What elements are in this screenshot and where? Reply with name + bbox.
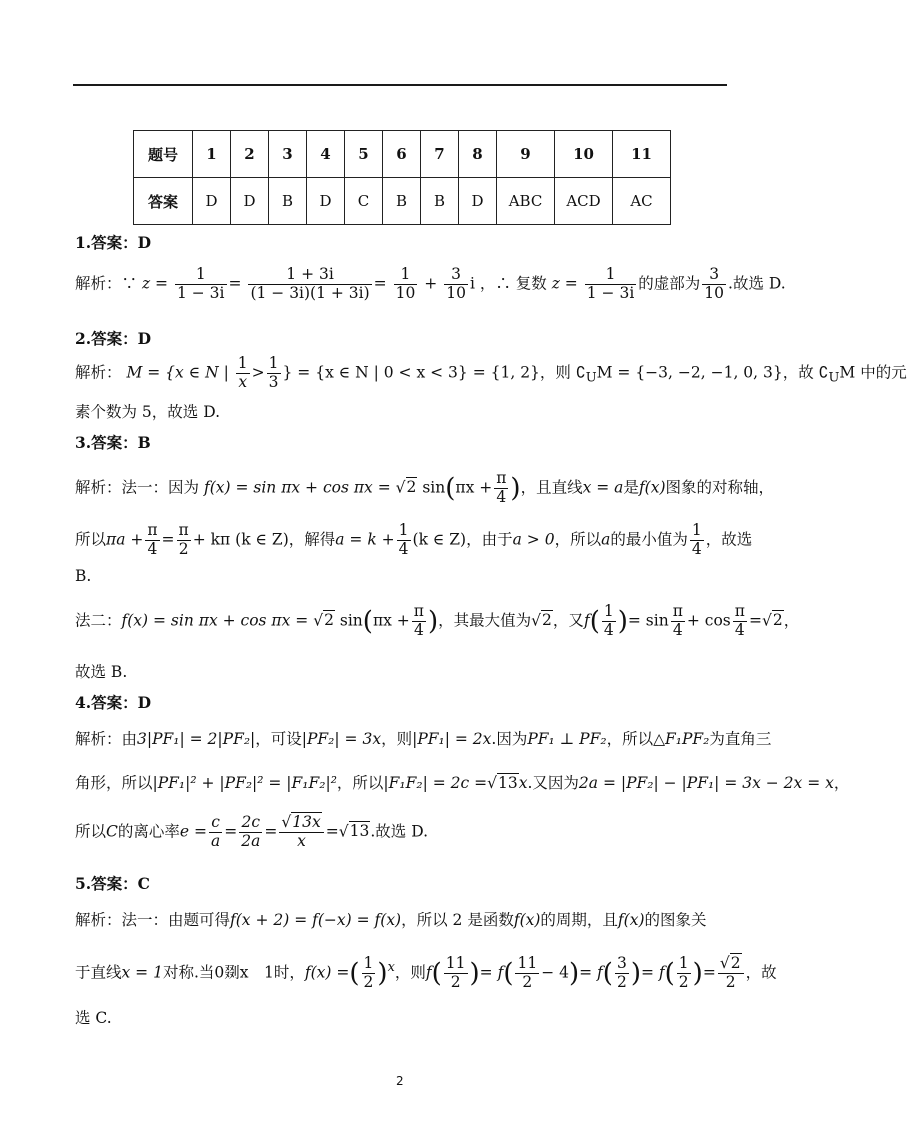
q1-solution: 解析：∵ z = $\frac{1}{1 - 3i}$ = $\frac{1 + 3i}{(1 - 3i)(1 + 3i)}$ = $\frac{1}{10}$ + $\frac{3}{10}$ i ，∴ 复数 z = $\frac{1}{1 - 3i}$ 的虚部为 $\frac{3}{10}$ .故选 D. [75,265,786,302]
q5-line3: 选 C. [75,1009,112,1027]
q3-line2 [75,522,752,559]
q3-sqrt2d: 2 [772,611,783,630]
q3-xa: x = a [582,478,624,497]
header-cell: 题号 [134,131,193,178]
q1-z2: z = [551,274,578,293]
q2-sub-u2: U [828,370,840,386]
q1-prefix: 解析：∵ [75,274,138,293]
q4-frac-13x: $\frac{√13x}{x}$ [279,814,323,851]
q3-l2d: + kπ (k ∈ Z)，解得 [192,530,336,549]
q4-l1c: ，可设 [255,730,302,748]
q5-frac-12: $\frac{1}{2}$ [678,954,689,991]
q4-l1b: 3|PF₁| = 2|PF₂| [137,730,256,748]
q4-l1h: PF₁ ⊥ PF₂ [527,730,607,748]
q4-e: e = [179,822,207,841]
q4-l1k: 为直角三 [709,730,772,748]
q3-l2k: ，故选 [705,530,753,549]
q3-fx: f(x) = sin πx + cos πx = [203,478,391,497]
q3-frac-pi4d: $\frac{\pi}{4}$ [672,602,683,639]
q3-frac-pi4e: $\frac{\pi}{4}$ [734,602,745,639]
q4-l2i: ， [833,774,850,792]
q4-l3a: 所以 [75,822,107,841]
answer-cell: B [383,178,421,225]
q3-l2f: (k ∈ Z)，由于 [412,530,513,549]
q4-l2g: .又因为 [527,774,579,792]
q4-eq1: = [224,822,238,841]
q4-l1e: ，则 [381,730,413,748]
q3-eq: = [161,530,175,549]
q1-mid2: 的虚部为 [638,274,701,293]
q5-l2h: ，故 [745,963,777,982]
q4-l1f: |PF₁| = 2x [412,730,492,748]
q5-frac-112b: $\frac{11}{2}$ [517,954,538,991]
q3-pia: πa + [106,530,144,549]
q3-l4h: = [748,611,762,630]
q4-l1d: |PF₂| = 3x [301,730,382,748]
q4-l1a: 解析：由 [75,730,138,748]
number-cell: 8 [459,131,497,178]
q4-line1 [75,727,771,749]
q3-sqrt2: 2 [406,478,417,497]
q3-l4f: = sin [627,611,669,630]
q4-line2: 角形，所以|PF₁|² + |PF₂|² = |F₁F₂|²，所以|F₁F₂| = 2c =√13x.又因为2a = |PF₂| − |PF₁| = 3x − 2x = x， [75,774,850,792]
q3-l2a: 所以 [75,530,107,549]
q3-frac-pi2: $\frac{\pi}{2}$ [178,521,189,558]
q3-l4d: ，又 [552,611,584,630]
q4-heading: 4.答案：D [75,693,152,712]
q2-text-e: M 中的元 [839,363,907,382]
q3-line3: B. [75,567,92,585]
q5-f1: f [425,963,432,982]
q2-line2: 素个数为 5，故选 D. [75,403,221,421]
number-cell: 4 [307,131,345,178]
q5-l1f: f(x) [617,911,645,929]
q3-f: f [583,611,590,630]
q3-text-e: ，且直线 [520,478,583,497]
q2-gt: > [251,363,265,382]
q1-i: i [469,274,475,293]
q4-l3c: 的离心率 [117,822,180,841]
q1-frac5: $\frac{1}{1 - 3i}$ [586,265,635,302]
q5-l1a: 解析：法一：由题可得 [75,911,231,929]
q3-fx2: f(x) [638,478,666,497]
q3-sqrt2c: 2 [542,611,552,630]
q5-sup-x: x [387,960,395,976]
q5-f2: = f [479,963,504,982]
q3-text-i: 图象的对称轴， [665,478,775,497]
q2-frac-a: $\frac{1}{x}$ [237,354,248,391]
q3-sin: sin [422,478,446,497]
q5-l2e: ，则 [394,963,426,982]
q3-ak: a = k + [335,530,395,549]
q4-sqrt13: 13 [498,774,518,792]
q3-l2h: ，所以 [554,530,602,549]
q4-l1g: .因为 [491,730,528,748]
q3-pix: πx + [455,478,493,497]
q5-frac-32: $\frac{3}{2}$ [616,954,627,991]
q5-l1d: f(x) [513,911,541,929]
q5-l1g: 的图象关 [644,911,707,929]
q3-frac-pi4c: $\frac{\pi}{4}$ [413,602,424,639]
answer-cell: D [193,178,231,225]
answer-cell: D [231,178,269,225]
q3-frac-14c: $\frac{1}{4}$ [603,602,614,639]
q3-text-g: 是 [623,478,639,497]
q2-prefix: 解析： [75,363,122,382]
q4-line3: 所以C的离心率e = $\frac{c}{a}$ = $\frac{2c}{2a}$ = $\frac{√13x}{x}$ =√13.故选 D. [75,813,428,850]
q3-sin2: sin [339,611,363,630]
q4-l2b: |PF₁|² + |PF₂|² = |F₁F₂|² [152,774,337,792]
q4-l1i: ，所以 [606,730,654,748]
q3-line4: 法二：f(x) = sin πx + cos πx = √2 sin(πx + $\frac{\pi}{4}$ )，其最大值为√2，又f( $\frac{1}{4}$ )= sin $\frac{\pi}{4}$ + cos $\frac{\pi}{4}$ =√2， [75,602,800,639]
q2-text-d: M = {−3, −2, −1, 0, 3}，故 ∁ [596,363,829,382]
number-cell: 11 [613,131,671,178]
q3-pix2: πx + [372,611,410,630]
q4-eq3: = [325,822,339,841]
q4-l2d: |F₁F₂| = 2c = [383,774,488,792]
q5-frac-sqrt2-2: $\frac{√2}{2}$ [718,955,744,992]
q3-l4g: + cos [686,611,731,630]
q3-frac-pi4b: $\frac{\pi}{4}$ [147,521,158,558]
q2-heading: 2.答案：D [75,329,152,348]
q3-frac-pi4: $\frac{\pi}{4}$ [496,469,507,506]
table-row [134,131,671,178]
q5-l2d: f(x) = [304,963,350,982]
q4-l1j: △F₁PF₂ [653,730,710,748]
top-rule [73,84,727,86]
q4-l2f: x [518,774,528,792]
q1-frac1: $\frac{1}{1 - 3i}$ [176,265,225,302]
q2-set-m: M = {x ∈ N | [126,363,229,382]
q5-l2b: x = 1 [121,963,163,982]
number-cell: 10 [555,131,613,178]
q2-line1 [75,355,907,392]
q1-frac3: $\frac{1}{10}$ [395,265,416,302]
number-cell: 1 [193,131,231,178]
q1-heading: 1.答案：D [75,233,152,252]
q5-frac-112: $\frac{11}{2}$ [445,954,466,991]
q5-l1b: f(x + 2) = f(−x) = f(x) [230,911,402,929]
q5-l1c: ，所以 2 是函数 [401,911,514,929]
answer-table [133,130,671,225]
number-cell: 3 [269,131,307,178]
q4-l2c: ，所以 [336,774,384,792]
q3-line5: 故选 B. [75,663,128,681]
q3-frac-14b: $\frac{1}{4}$ [691,521,702,558]
q3-a0: a > 0 [512,530,555,549]
q4-l2a: 角形，所以 [75,774,153,792]
q2-frac-b: $\frac{1}{3}$ [268,354,279,391]
page-number: 2 [396,1074,404,1088]
q3-l4b: f(x) = sin πx + cos πx = [121,611,309,630]
q5-l2c: 对称.当0剟x 1时， [162,963,305,982]
number-cell: 7 [421,131,459,178]
q5-l2a: 于直线 [75,963,122,982]
q5-heading: 5.答案：C [75,874,151,893]
q5-minus4: − 4 [541,963,569,982]
q2-sub-u: U [585,370,597,386]
answer-cell: C [345,178,383,225]
q2-text-c: } = {x ∈ N | 0 < x < 3} = {1, 2}，则 ∁ [282,363,586,382]
number-cell: 2 [231,131,269,178]
q4-C: C [106,822,118,841]
q1-z: z = [141,274,169,293]
q3-l4a: 法二： [75,611,122,630]
q4-eq2: = [264,822,278,841]
number-cell: 6 [383,131,421,178]
q4-l3f: .故选 D. [370,822,428,841]
q4-sqrt13b: 13 [349,822,370,841]
number-cell: 9 [497,131,555,178]
q1-frac2: $\frac{1 + 3i}{(1 - 3i)(1 + 3i)}$ [250,265,370,302]
answer-cell: ABC [497,178,555,225]
q1-end: .故选 D. [728,274,786,293]
q5-l1e: 的周期，且 [540,911,618,929]
q3-frac-14: $\frac{1}{4}$ [398,521,409,558]
q5-line2: 于直线x = 1对称.当0剟x 1时，f(x) =( $\frac{1}{2}$ )$^x$，则f( $\frac{11}{2}$ )= f( $\frac{11}{2}$ − 4)= f( $\frac{3}{2}$ )= f( $\frac{1}{2}$ )= $\frac{√2}{2}$ ，故 [75,954,777,991]
answer-cell: D [307,178,345,225]
q3-l2j: 的最小值为 [610,530,688,549]
q1-frac6: $\frac{3}{10}$ [704,265,725,302]
q1-mid: ，∴ 复数 [479,274,547,293]
header-cell: 答案 [134,178,193,225]
q3-text: 解析：法一：因为 [75,478,200,497]
q4-frac-2c2a: $\frac{2c}{2a}$ [241,813,261,850]
q5-line1 [75,908,707,930]
answer-cell: AC [613,178,671,225]
q3-l4i: ， [783,611,800,630]
answer-cell: D [459,178,497,225]
q3-sqrt2b: 2 [324,611,334,630]
q5-frac-half: $\frac{1}{2}$ [363,954,374,991]
q5-f4: = f [640,963,665,982]
answer-cell: ACD [555,178,613,225]
q1-frac4: $\frac{3}{10}$ [446,265,466,302]
q1-plus: + [424,274,438,293]
answer-cell: B [269,178,307,225]
q3-a: a [601,530,611,549]
answer-cell: B [421,178,459,225]
number-cell: 5 [345,131,383,178]
q4-l2h: 2a = |PF₂| − |PF₁| = 3x − 2x = x [578,774,834,792]
table-row [134,178,671,225]
q3-heading: 3.答案：B [75,433,151,452]
q4-frac-ca: $\frac{c}{a}$ [211,813,221,850]
q3-line1: 解析：法一：因为 f(x) = sin πx + cos πx = √2 sin(πx + $\frac{\pi}{4}$ )，且直线x = a是f(x)图象的对称轴， [75,469,775,506]
q3-l4c: ，其最大值为 [438,611,532,630]
q5-f3: = f [579,963,603,982]
